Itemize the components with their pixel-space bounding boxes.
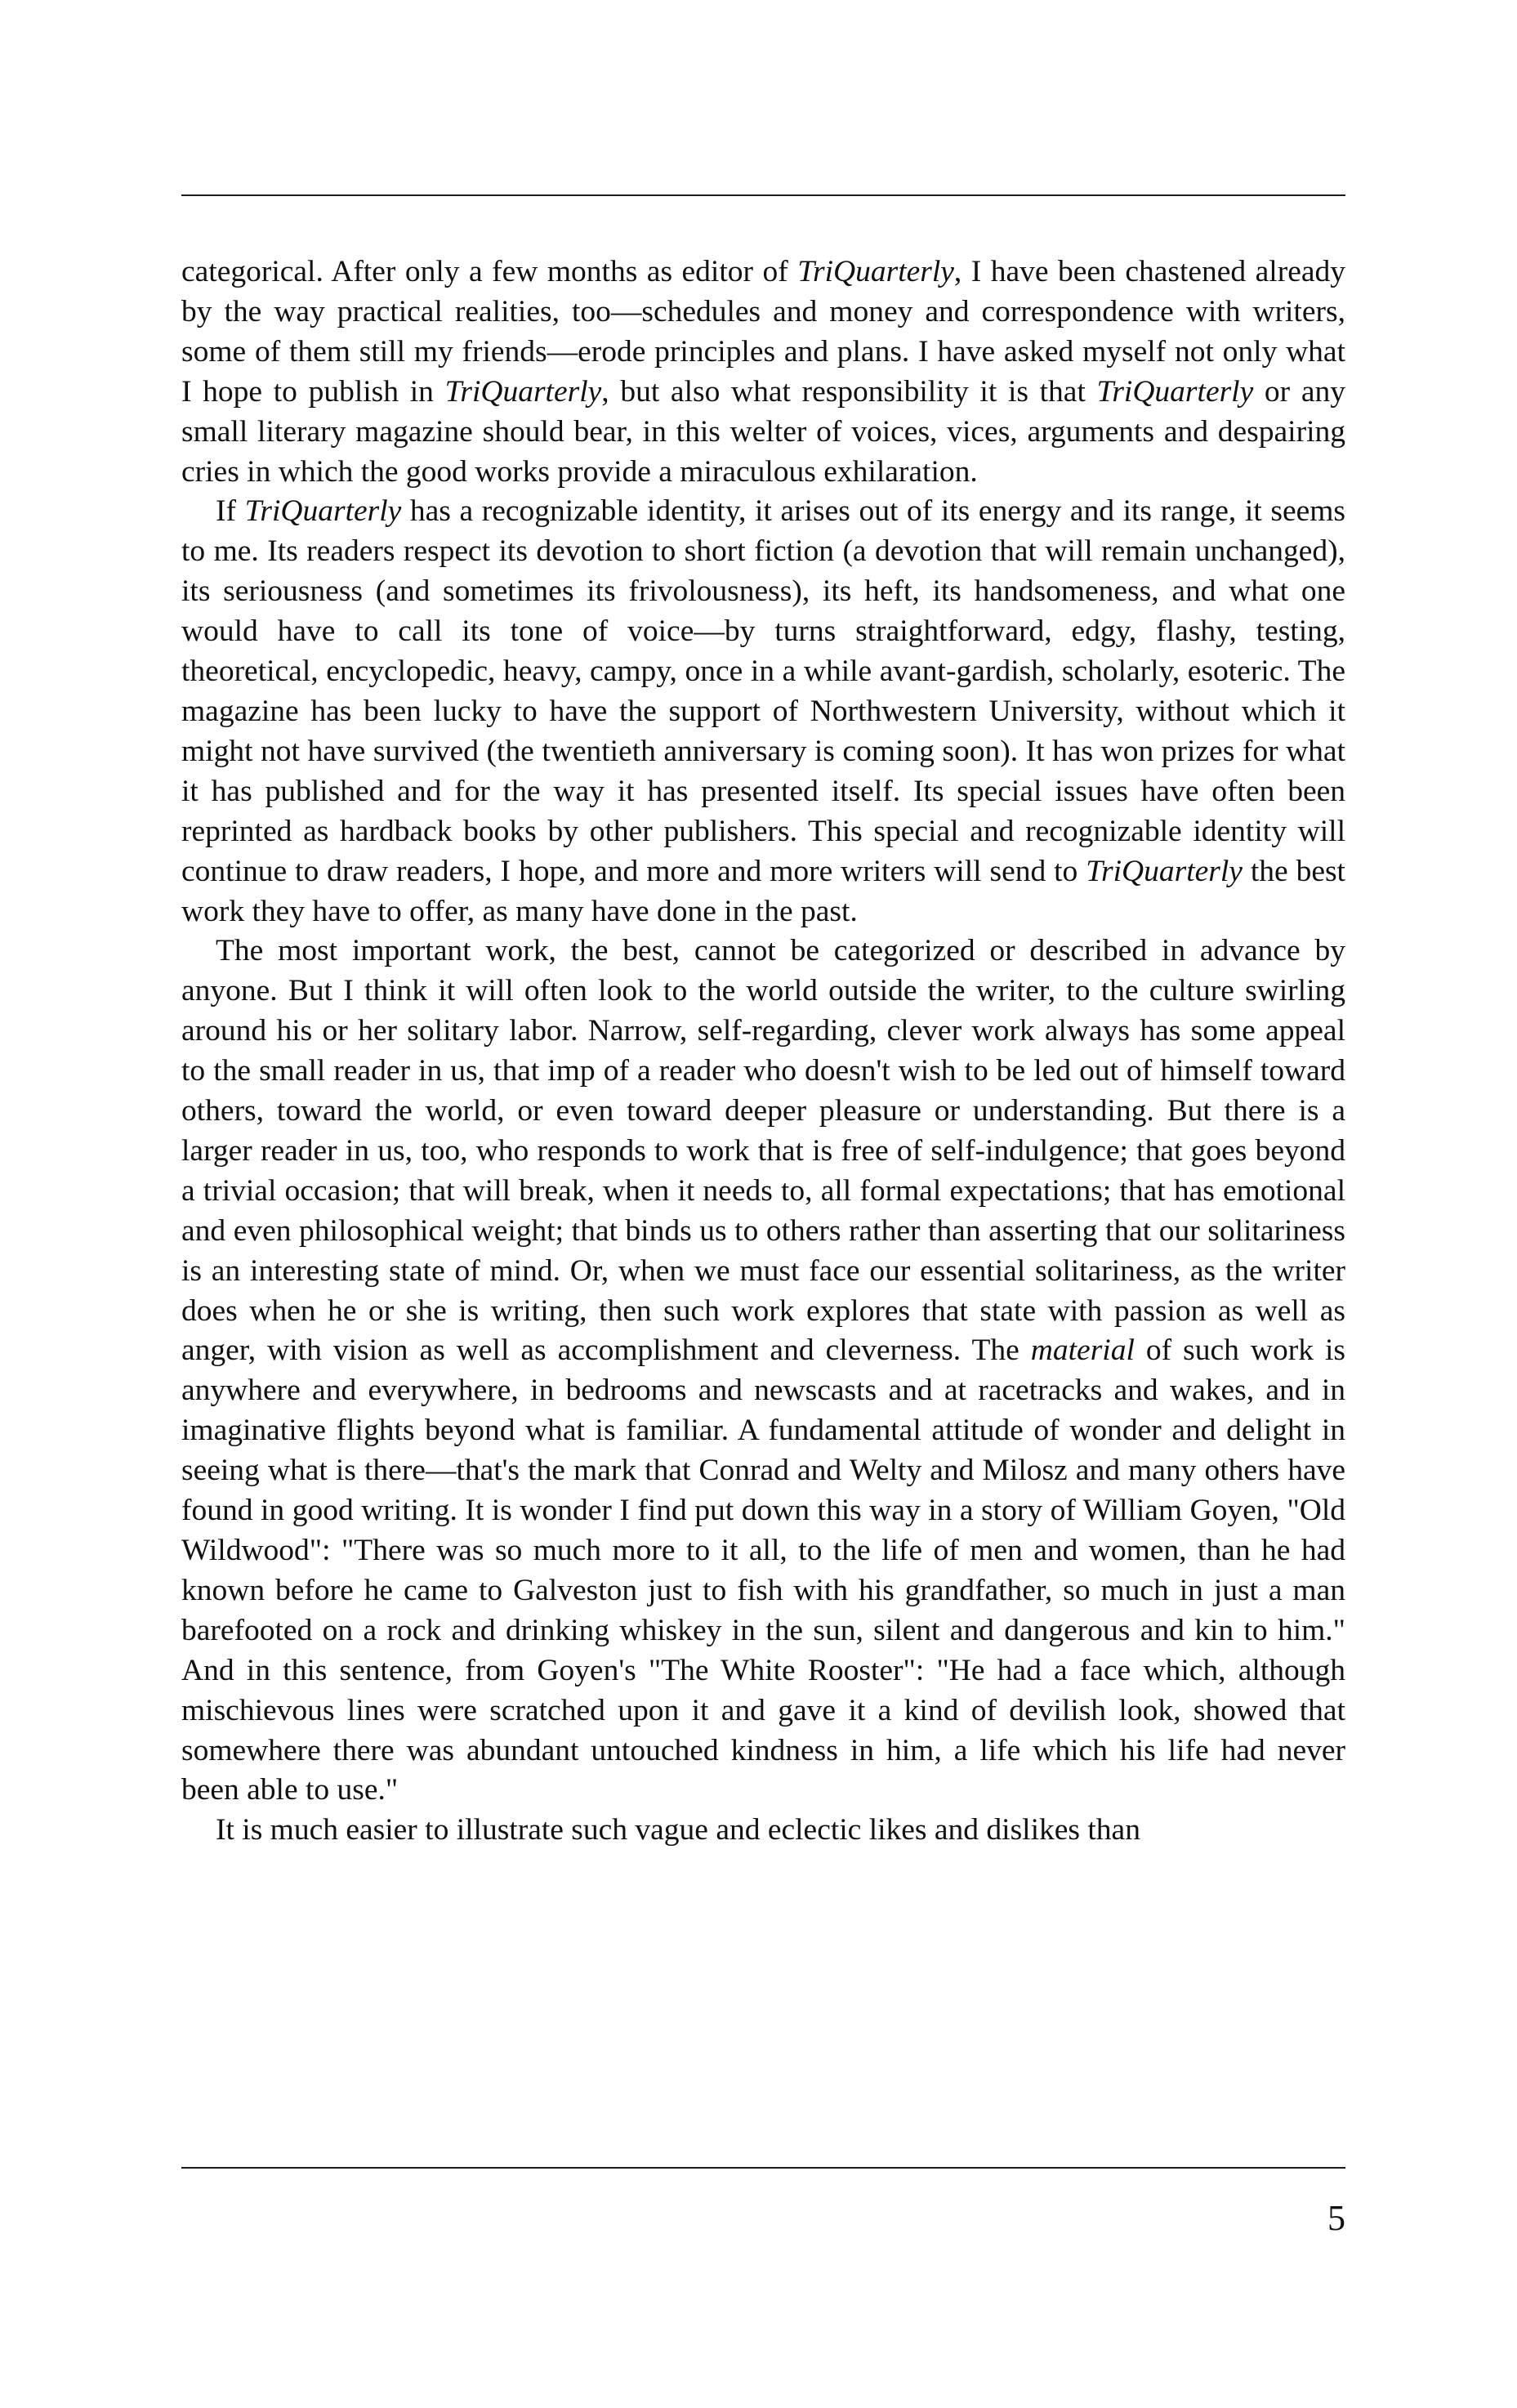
paragraph-4 [181, 1811, 1345, 1851]
p2-text-2: has a recognizable identity, it arises out of its energy and its range, it seems to me. Its readers respect its devotion to short fiction (a devotion that will remain unchanged), its seriousness (and sometimes its frivolousness), its heft, its handsomeness, and what one would have to call its tone of voice—by turns straightforward, edgy, flashy, testing, theoretical, encyclopedic, heavy, campy, once in a while avant-gardish, scholarly, esoteric. The magazine has been lucky to have the support of Northwestern University, without which it might not have survived (the twentieth anniversary is coming soon). It has won prizes for what it has published and for the way it has presented itself. Its special issues have often been reprinted as hardback books by other publishers. This special and recognizable identity will continue to draw readers, I hope, and more and more writers will send to [181, 494, 1345, 888]
p2-text-3: the best work they have to offer, as many have done in the past. [181, 854, 1345, 928]
header-rule [181, 194, 1345, 196]
page-number: 5 [1327, 2198, 1345, 2238]
footer-rule [181, 2167, 1345, 2169]
p2-text-1: If [216, 494, 245, 529]
paragraph-2 [181, 492, 1345, 931]
emphasis-material: material [1030, 1334, 1135, 1368]
p1-text-2: , I have been chastened already by the way practical realities, too—schedules and money and correspondence with writers, some of them still my friends—erode principles and plans. I have asked myself not only what I hope to publish in [181, 255, 1345, 409]
paragraph-3 [181, 931, 1345, 1811]
p3-text-2: of such work is anywhere and everywhere, in bedrooms and newscasts and at racetracks and wakes, and in imaginative flights beyond what is familiar. A fundamental attitude of wonder and delight in seeing what is there—that's the mark that Conrad and Welty and Milosz and many others have found in good writing. It is wonder I find put down this way in a story of William Goyen, "Old Wildwood": "There was so much more to it all, to the life of men and women, than he had known before he came to Galveston just to fish with his grandfather, so much in just a man barefooted on a rock and drinking whiskey in the sun, silent and dangerous and kin to him." And in this sentence, from Goyen's "The White Rooster": "He had a face which, although mischievous lines were scratched upon it and gave it a kind of devilish look, showed that somewhere there was abundant untouched kindness in him, a life which his life had never been able to use." [181, 1334, 1345, 1807]
p4-text-1: It is much easier to illustrate such vague and eclectic likes and dislikes than [216, 1813, 1140, 1847]
magazine-title: TriQuarterly [444, 374, 602, 409]
p1-text-4: or any small literary magazine should bear, in this welter of voices, vices, arguments and despairing cries in which the good works provide a miraculous exhilaration. [181, 374, 1345, 489]
magazine-title: TriQuarterly [1096, 374, 1254, 409]
p3-text-1: The most important work, the best, cannot be categorized or described in advance by anyone. But I think it will often look to the world outside the writer, to the culture swirling around his or her solitary labor. Narrow, self-regarding, clever work always has some appeal to the small reader in us, that imp of a reader who doesn't wish to be led out of himself toward others, toward the world, or even toward deeper pleasure or understanding. But there is a larger reader in us, too, who responds to work that is free of self-indulgence; that goes beyond a trivial occasion; that will break, when it needs to, all formal expectations; that has emotional and even philosophical weight; that binds us to others rather than asserting that our solitariness is an interesting state of mind. Or, when we must face our essential solitariness, as the writer does when he or she is writing, then such work explores that state with passion as well as anger, with vision as well as accomplishment and cleverness. The [181, 934, 1345, 1368]
magazine-title: TriQuarterly [797, 255, 954, 288]
p1-text-3: , but also what responsibility it is that [601, 374, 1097, 409]
body-text [181, 252, 1345, 1851]
p1-text-1: categorical. After only a few months as editor of [181, 255, 798, 288]
magazine-title: TriQuarterly [244, 494, 402, 529]
magazine-title: TriQuarterly [1086, 854, 1243, 888]
paragraph-1 [181, 252, 1345, 492]
